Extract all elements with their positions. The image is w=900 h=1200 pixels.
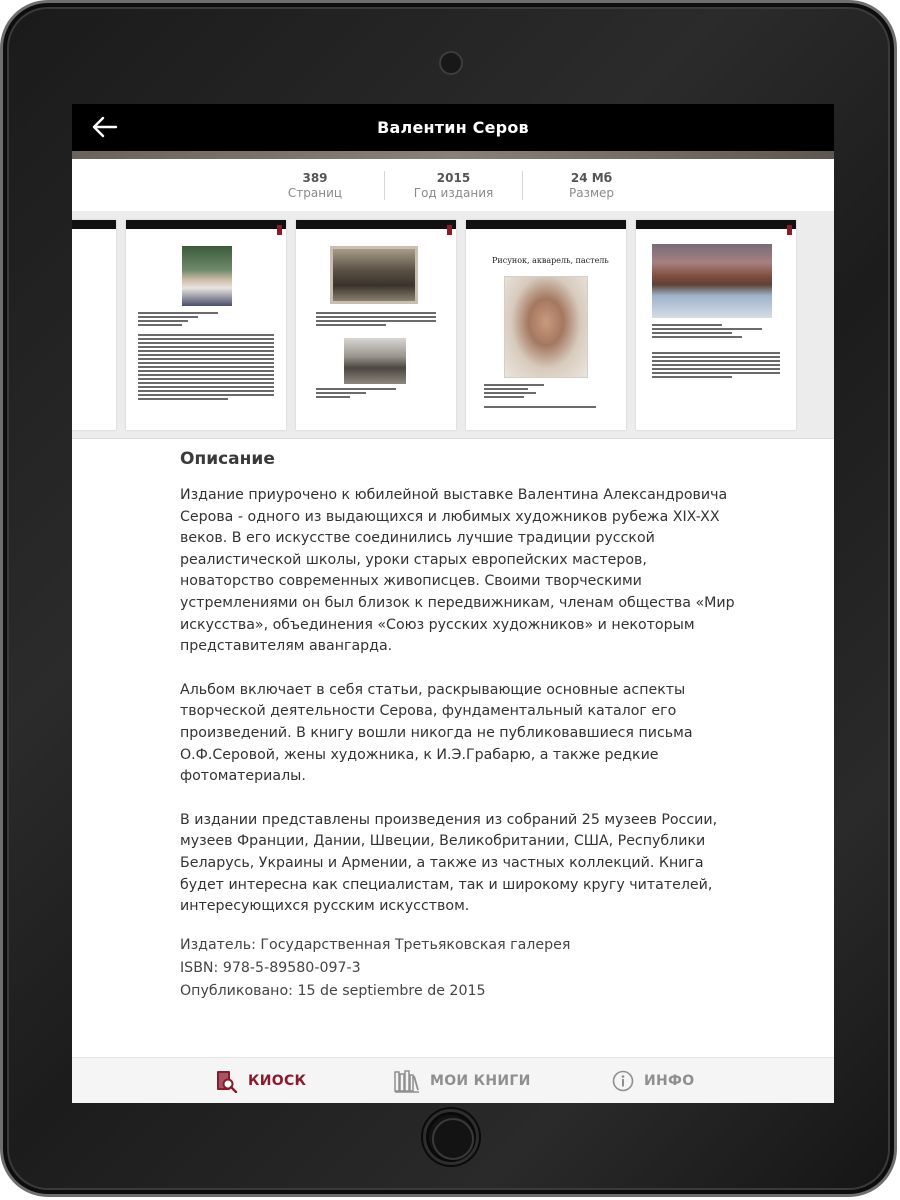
book-metadata — [180, 934, 740, 1003]
tab-label: МОИ КНИГИ — [430, 1073, 531, 1089]
description-section — [180, 449, 740, 1003]
bookmark-icon — [787, 225, 792, 235]
page-preview-strip[interactable] — [72, 211, 834, 439]
thumb-header — [636, 220, 796, 229]
tab-info[interactable] — [612, 1058, 694, 1103]
page-thumbnail[interactable] — [466, 220, 626, 430]
publisher-value: Государственная Третьяковская галерея — [260, 936, 571, 953]
thumb-drawing — [504, 276, 588, 378]
thumb-header — [296, 220, 456, 229]
thumb-text — [138, 334, 274, 402]
thumb-text — [138, 312, 218, 328]
bookmark-icon — [447, 225, 452, 235]
thumb-text — [652, 324, 762, 340]
thumb-photo — [344, 338, 406, 384]
isbn-label: ISBN: — [180, 959, 219, 976]
thumb-text — [484, 384, 544, 400]
bottom-tab-bar — [72, 1057, 834, 1103]
thumb-text — [652, 352, 780, 380]
thumb-text — [316, 388, 396, 400]
publisher-row — [180, 934, 740, 957]
back-arrow-icon[interactable] — [90, 115, 118, 139]
stat-pages — [246, 171, 384, 200]
bookmark-icon — [277, 225, 282, 235]
thumb-painting — [652, 244, 772, 318]
stat-value: 2015 — [436, 170, 471, 185]
stat-label: Год издания — [413, 185, 494, 200]
camera-icon — [439, 51, 463, 75]
kiosk-icon — [214, 1069, 238, 1093]
thumb-header — [126, 220, 286, 229]
stat-size — [522, 171, 660, 200]
home-button[interactable] — [423, 1109, 479, 1165]
thumb-header — [466, 220, 626, 229]
stat-label: Размер — [568, 185, 615, 200]
published-value: 15 de septiembre de 2015 — [297, 982, 486, 999]
isbn-value: 978-5-89580-097-3 — [222, 959, 361, 976]
app-screen — [72, 104, 834, 1103]
books-icon — [394, 1069, 420, 1093]
tab-label: КИОСК — [248, 1073, 307, 1089]
tab-label: ИНФО — [644, 1073, 695, 1089]
page-thumbnail[interactable] — [72, 220, 116, 430]
stat-value: 24 Мб — [570, 170, 613, 185]
isbn-row — [180, 957, 740, 980]
thumb-page-heading: Рисунок, акварель, пастель — [492, 256, 609, 265]
stat-year — [384, 171, 522, 200]
description-paragraph: Альбом включает в себя статьи, раскрывающие основные аспекты творческой деятельности Серова, фундаментальный каталог его произведений. В книгу вошли никогда не публиковавшиеся письма О.Ф.Серовой, жены художника, к И.Э.Грабарю, а также редкие фотоматериалы. — [180, 681, 693, 785]
thumb-header — [72, 220, 116, 229]
page-thumbnail[interactable] — [126, 220, 286, 430]
thumb-text — [484, 406, 596, 410]
thumb-text — [316, 312, 436, 328]
thumb-illustration — [182, 246, 232, 306]
description-paragraph: В издании представлены произведения из собраний 25 музеев России, музеев Франции, Дании, Швеции, Великобритании, США, Республики Беларусь, Украины и Армении, а также из частных коллекций. Книга будет интересна как специалистам, так и широкому кругу читателей, интересующихся русским искусством. — [180, 811, 718, 915]
thumb-photo — [330, 246, 418, 304]
published-label: Опубликовано: — [180, 982, 293, 999]
page-thumbnail[interactable] — [636, 220, 796, 430]
book-stats — [72, 159, 834, 211]
published-row — [180, 980, 740, 1003]
stat-label: Страниц — [287, 185, 343, 200]
stat-value: 389 — [302, 170, 328, 185]
cover-image-strip — [72, 151, 834, 159]
top-bar — [72, 104, 834, 151]
page-thumbnail[interactable] — [296, 220, 456, 430]
page-title: Валентин Серов — [377, 118, 529, 137]
publisher-label: Издатель: — [180, 936, 256, 953]
tab-my-books[interactable] — [394, 1058, 531, 1103]
info-icon — [612, 1070, 634, 1092]
description-paragraph: Издание приурочено к юбилейной выставке Валентина Александровича Серова - одного из выдающихся и любимых художников рубежа XIX-XX веков. В его искусстве соединились лучшие традиции русской реалистической школы, уроки старых европейских мастеров, новаторство современных живописцев. Своими творческими устремлениями он был близок к передвижникам, членам общества «Мир искусства», объединения «Союз русских художников» и некоторым представителям авангарда. — [180, 487, 735, 655]
section-heading: Описание — [180, 449, 275, 469]
tab-kiosk[interactable] — [214, 1058, 306, 1103]
